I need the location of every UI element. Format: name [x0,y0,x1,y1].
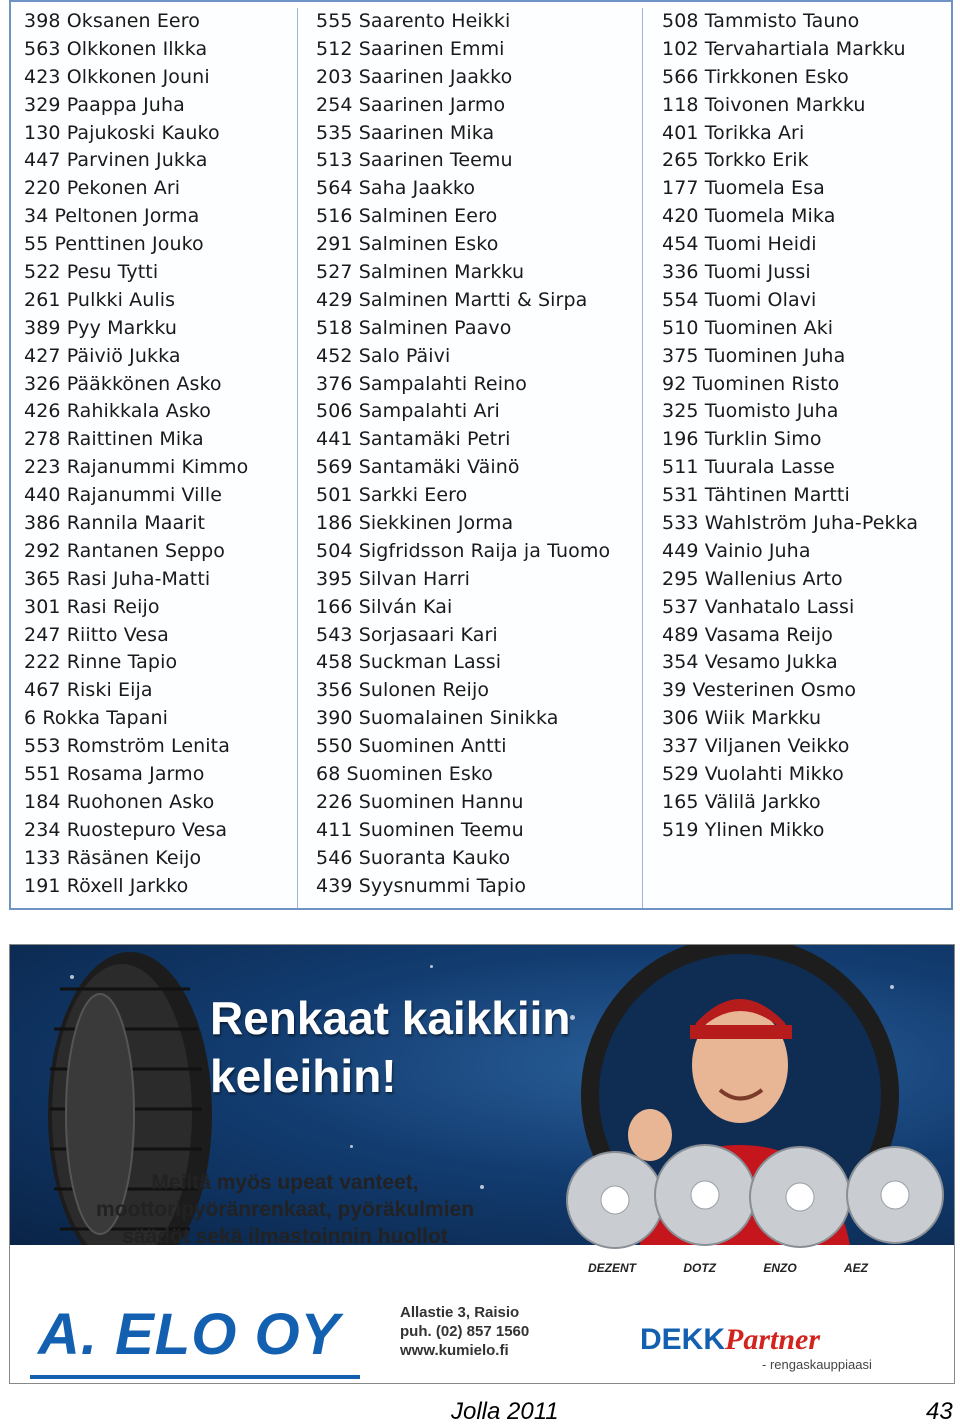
name-entry: 301 Rasi Reijo [24,595,160,618]
name-entry: 234 Ruostepuro Vesa [24,818,228,841]
name-column-1 [11,8,298,908]
name-entry: 489 Vasama Reijo [662,623,834,646]
name-entry: 543 Sorjasaari Kari [316,623,498,646]
name-entry: 68 Suominen Esko [316,763,493,786]
dekkpartner-logo [640,1323,820,1357]
name-entry: 184 Ruohonen Asko [24,790,215,813]
name-entry: 555 Saarento Heikki [316,10,511,32]
name-entry: 390 Suomalainen Sinikka [316,707,559,730]
name-entry: 223 Rajanummi Kimmo [24,456,249,479]
name-entry: 102 Tervahartiala Markku [662,37,906,60]
name-entry: 458 Suckman Lassi [316,651,502,674]
name-entry: 196 Turklin Simo [662,428,822,451]
logo-underline [30,1375,360,1379]
name-entry: 533 Wahlström Juha-Pekka [662,512,919,535]
company-contact [400,1303,529,1360]
name-entry: 177 Tuomela Esa [662,177,825,200]
name-entry: 569 Santamäki Väinö [316,456,520,479]
magazine-title: Jolla 2011 [451,1398,559,1425]
dekk-text: DEKK [640,1323,726,1356]
name-entry: 356 Sulonen Reijo [316,679,490,702]
name-entry: 447 Parvinen Jukka [24,149,208,172]
name-column-3 [642,8,951,908]
name-entry: 553 Romström Lenita [24,735,230,758]
name-entry: 186 Siekkinen Jorma [316,512,514,535]
name-entry: 365 Rasi Juha-Matti [24,567,211,590]
name-entry: 401 Torikka Ari [662,121,805,144]
name-entry: 551 Rosama Jarmo [24,763,205,786]
name-entry: 337 Viljanen Veikko [662,735,850,758]
subtext-line-2: moottoripyöränrenkaat, pyöräkulmien [95,1198,475,1221]
name-entry: 513 Saarinen Teemu [316,149,513,172]
name-entry: 395 Silvan Harri [316,567,470,590]
name-entry: 537 Vanhatalo Lassi [662,595,855,618]
name-entry: 295 Wallenius Arto [662,567,843,590]
name-entry: 426 Rahikkala Asko [24,400,211,423]
name-entry: 511 Tuurala Lasse [662,456,835,479]
name-entry: 522 Pesu Tytti [24,261,159,284]
subtext-line-1: Meiltä myös upeat vanteet, [151,1171,419,1194]
name-entry: 55 Penttinen Jouko [24,233,204,256]
name-entry: 441 Santamäki Petri [316,428,511,451]
ad-headline [210,989,571,1105]
name-entry: 6 Rokka Tapani [24,707,168,730]
name-entry: 467 Riski Eija [24,679,153,702]
name-entry: 449 Vainio Juha [662,539,811,562]
name-entry: 291 Salminen Esko [316,233,499,256]
name-entry: 292 Rantanen Seppo [24,539,225,562]
headline-line-2: keleihin! [210,1050,397,1102]
name-column-2 [297,8,643,908]
company-website: www.kumielo.fi [400,1342,509,1359]
name-entry: 411 Suominen Teemu [316,818,524,841]
name-entry: 166 Silván Kai [316,595,453,618]
name-entry: 452 Salo Päivi [316,344,451,367]
name-entry: 222 Rinne Tapio [24,651,178,674]
name-entry: 34 Peltonen Jorma [24,205,200,228]
name-entry: 501 Sarkki Eero [316,484,468,507]
name-entry: 550 Suominen Antti [316,735,507,758]
name-entry: 226 Suominen Hannu [316,790,524,813]
name-entry: 354 Vesamo Jukka [662,651,838,674]
wheel-brand-logos [588,1261,868,1275]
name-entry: 376 Sampalahti Reino [316,372,527,395]
ad-footer [10,1171,954,1384]
name-entry: 329 Paappa Juha [24,93,185,116]
name-entry: 439 Syysnummi Tapio [316,874,527,897]
name-entry: 326 Pääkkönen Asko [24,372,222,395]
name-entry: 92 Tuominen Risto [662,372,840,395]
name-entry: 375 Tuominen Juha [662,344,846,367]
name-entry: 130 Pajukoski Kauko [24,121,220,144]
name-entry: 261 Pulkki Aulis [24,288,176,311]
name-entry: 39 Vesterinen Osmo [662,679,857,702]
name-entry: 265 Torkko Erik [662,149,809,172]
name-entry: 527 Salminen Markku [316,261,525,284]
ad-subtext [50,1169,520,1250]
name-entry: 389 Pyy Markku [24,316,178,339]
name-entry: 531 Tähtinen Martti [662,484,850,507]
name-entry: 220 Pekonen Ari [24,177,181,200]
advertisement [9,944,955,1384]
name-entry: 118 Toivonen Markku [662,93,866,116]
company-logo: A. ELO OY [38,1302,341,1367]
name-entry: 564 Saha Jaakko [316,177,476,200]
name-entry: 336 Tuomi Jussi [662,261,811,284]
name-entry: 423 Olkkonen Jouni [24,65,210,88]
name-entry: 516 Salminen Eero [316,205,498,228]
name-entry: 386 Rannila Maarit [24,512,206,535]
brand-dezent: DEZENT [588,1261,636,1275]
name-entry: 504 Sigfridsson Raija ja Tuomo [316,539,611,562]
name-entry: 165 Välilä Jarkko [662,790,821,813]
name-entry: 420 Tuomela Mika [662,205,836,228]
brand-enzo: ENZO [763,1261,797,1275]
name-entry: 191 Röxell Jarkko [24,874,189,897]
name-entry: 133 Räsänen Keijo [24,846,202,869]
name-list-table [9,0,953,910]
name-entry: 440 Rajanummi Ville [24,484,223,507]
page-number: 43 [926,1398,953,1425]
name-entry: 203 Saarinen Jaakko [316,65,513,88]
name-entry: 519 Ylinen Mikko [662,818,825,841]
name-entry: 254 Saarinen Jarmo [316,93,506,116]
name-entry: 535 Saarinen Mika [316,121,495,144]
name-entry: 563 Olkkonen Ilkka [24,37,208,60]
name-entry: 512 Saarinen Emmi [316,37,505,60]
company-phone: puh. (02) 857 1560 [400,1323,530,1340]
name-entry: 510 Tuominen Aki [662,316,834,339]
name-entry: 427 Päiviö Jukka [24,344,181,367]
company-address: Allastie 3, Raisio [400,1304,520,1321]
name-entry: 306 Wiik Markku [662,707,822,730]
name-entry: 546 Suoranta Kauko [316,846,511,869]
name-entry: 398 Oksanen Eero [24,10,200,32]
name-entry: 247 Riitto Vesa [24,623,169,646]
brand-dotz: DOTZ [683,1261,716,1275]
name-entry: 518 Salminen Paavo [316,316,512,339]
subtext-line-3: säädöt sekä ilmastoinnin huollot [122,1225,448,1248]
name-entry: 554 Tuomi Olavi [662,288,817,311]
name-entry: 506 Sampalahti Ari [316,400,500,423]
name-entry: 325 Tuomisto Juha [662,400,839,423]
name-entry: 278 Raittinen Mika [24,428,204,451]
dekkpartner-tagline: - rengaskauppiaasi [762,1357,872,1372]
brand-aez: AEZ [844,1261,868,1275]
name-entry: 454 Tuomi Heidi [662,233,817,256]
partner-text: Partner [725,1323,821,1356]
wheel-rims-image [560,1125,950,1255]
headline-line-1: Renkaat kaikkiin [210,992,571,1044]
name-entry: 529 Vuolahti Mikko [662,763,844,786]
name-entry: 429 Salminen Martti & Sirpa [316,288,588,311]
name-entry: 508 Tammisto Tauno [662,10,860,32]
name-entry: 566 Tirkkonen Esko [662,65,849,88]
